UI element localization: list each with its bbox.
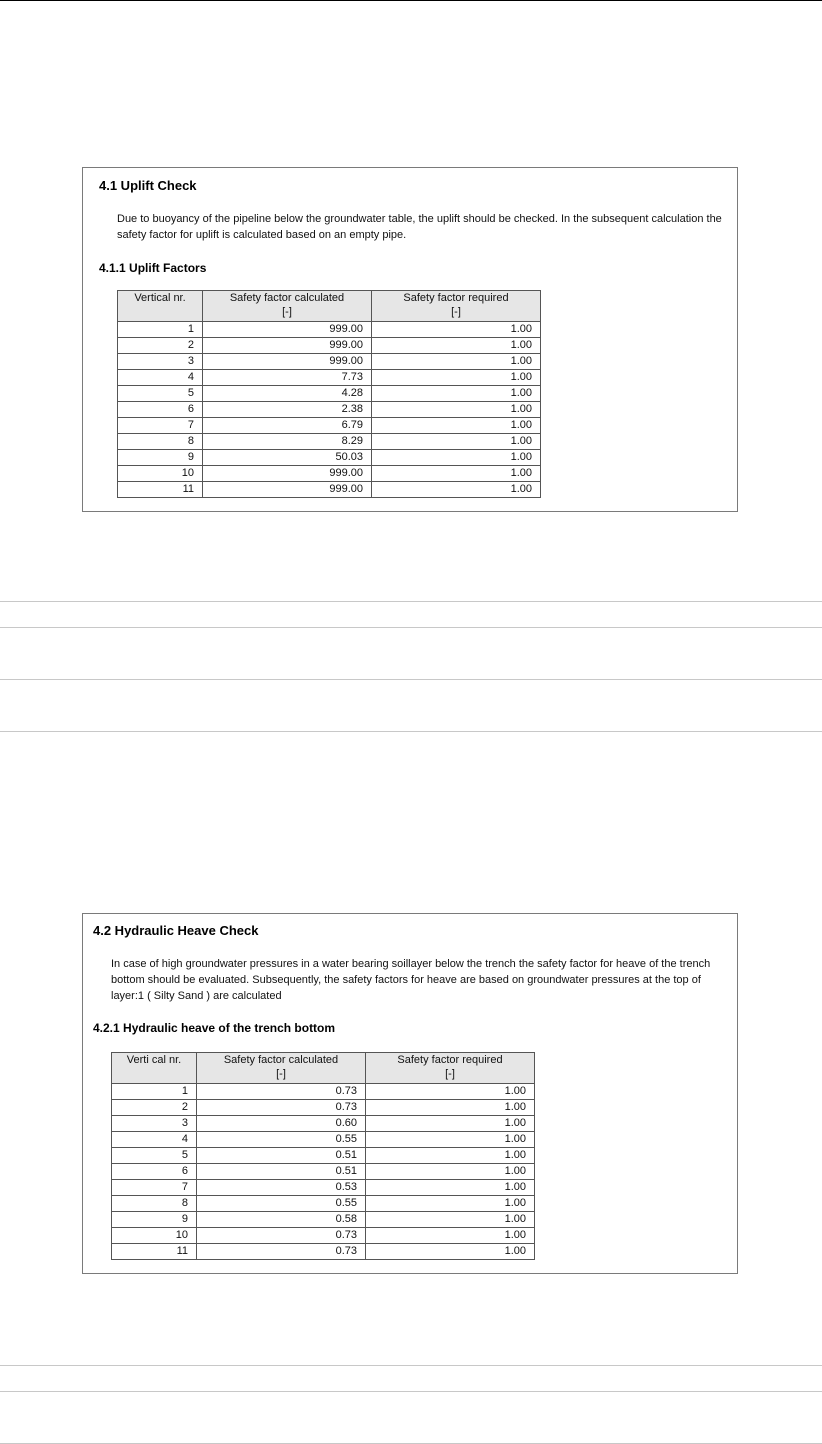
section-title: 4.2 Hydraulic Heave Check [93,923,259,938]
cell-vertical-nr: 2 [118,338,203,354]
cell-vertical-nr: 6 [112,1164,197,1180]
cell-safety-factor-calculated: 0.60 [197,1116,366,1132]
cell-vertical-nr: 1 [118,322,203,338]
cell-vertical-nr: 3 [112,1116,197,1132]
table-row [112,1084,535,1100]
col-header-calculated: Safety factor calculated [-] [197,1053,366,1084]
hydraulic-heave-panel [82,913,738,1274]
cell-vertical-nr: 11 [118,482,203,498]
cell-safety-factor-required: 1.00 [372,418,541,434]
separator-line [0,627,822,628]
col-header-calculated: Safety factor calculated [-] [203,291,372,322]
cell-vertical-nr: 9 [112,1212,197,1228]
cell-safety-factor-calculated: 7.73 [203,370,372,386]
cell-safety-factor-required: 1.00 [372,386,541,402]
section-intro: Due to buoyancy of the pipeline below the groundwater table, the uplift should be checked. In the subsequent calculation the safety factor for uplift is calculated based on an empty pipe. [117,213,722,241]
cell-vertical-nr: 5 [118,386,203,402]
cell-vertical-nr: 11 [112,1244,197,1260]
table-row [118,370,541,386]
col-header-vertical: Verti cal nr. [112,1053,197,1084]
col-header-required: Safety factor required [-] [372,291,541,322]
cell-vertical-nr: 4 [112,1132,197,1148]
cell-safety-factor-required: 1.00 [372,338,541,354]
uplift-factors-table [117,290,541,498]
uplift-check-panel [82,167,738,512]
cell-safety-factor-required: 1.00 [366,1164,535,1180]
separator-line [0,731,822,732]
separator-line [0,1391,822,1392]
cell-safety-factor-calculated: 6.79 [203,418,372,434]
subsection-title: 4.2.1 Hydraulic heave of the trench bottom [93,1021,336,1035]
cell-safety-factor-calculated: 0.58 [197,1212,366,1228]
cell-vertical-nr: 6 [118,402,203,418]
table-header-row [112,1053,535,1084]
subsection-title: 4.1.1 Uplift Factors [99,261,207,275]
table-row [112,1180,535,1196]
cell-safety-factor-required: 1.00 [372,482,541,498]
cell-safety-factor-required: 1.00 [372,450,541,466]
cell-safety-factor-required: 1.00 [372,402,541,418]
table-header-row [118,291,541,322]
cell-safety-factor-required: 1.00 [366,1084,535,1100]
table-row [112,1132,535,1148]
cell-safety-factor-calculated: 0.55 [197,1196,366,1212]
separator-line [0,679,822,680]
cell-safety-factor-calculated: 0.51 [197,1164,366,1180]
cell-vertical-nr: 7 [112,1180,197,1196]
cell-safety-factor-required: 1.00 [366,1180,535,1196]
cell-safety-factor-calculated: 0.53 [197,1180,366,1196]
table-row [118,402,541,418]
cell-safety-factor-calculated: 999.00 [203,466,372,482]
cell-vertical-nr: 5 [112,1148,197,1164]
table-row [112,1148,535,1164]
cell-vertical-nr: 2 [112,1100,197,1116]
cell-safety-factor-calculated: 999.00 [203,354,372,370]
cell-vertical-nr: 9 [118,450,203,466]
cell-safety-factor-calculated: 2.38 [203,402,372,418]
cell-vertical-nr: 10 [118,466,203,482]
cell-safety-factor-calculated: 0.73 [197,1244,366,1260]
cell-safety-factor-calculated: 0.73 [197,1228,366,1244]
table-row [118,450,541,466]
cell-safety-factor-required: 1.00 [372,354,541,370]
section-intro: In case of high groundwater pressures in a water bearing soillayer below the trench the safety factor for heave of the trench bottom should be evaluated. Subsequently, the safety factors for heave are based on groundwater pressures at the top of layer:1 ( Silty Sand ) are calculated [111,958,711,1002]
table-row [118,322,541,338]
page-top-rule [0,0,822,1]
cell-safety-factor-calculated: 0.51 [197,1148,366,1164]
table-row [118,354,541,370]
cell-safety-factor-required: 1.00 [366,1100,535,1116]
cell-safety-factor-calculated: 999.00 [203,482,372,498]
cell-safety-factor-required: 1.00 [366,1228,535,1244]
cell-safety-factor-calculated: 4.28 [203,386,372,402]
table-row [112,1116,535,1132]
cell-safety-factor-required: 1.00 [366,1244,535,1260]
cell-safety-factor-required: 1.00 [372,466,541,482]
table-row [112,1228,535,1244]
col-header-required: Safety factor required [-] [366,1053,535,1084]
cell-vertical-nr: 4 [118,370,203,386]
cell-vertical-nr: 3 [118,354,203,370]
table-row [118,434,541,450]
cell-safety-factor-required: 1.00 [366,1212,535,1228]
cell-vertical-nr: 1 [112,1084,197,1100]
table-row [118,466,541,482]
table-row [112,1164,535,1180]
cell-safety-factor-calculated: 0.73 [197,1084,366,1100]
separator-line [0,601,822,602]
table-row [118,418,541,434]
col-header-vertical: Vertical nr. [118,291,203,322]
table-row [118,482,541,498]
cell-vertical-nr: 8 [118,434,203,450]
table-row [112,1100,535,1116]
cell-safety-factor-required: 1.00 [366,1116,535,1132]
cell-vertical-nr: 10 [112,1228,197,1244]
cell-safety-factor-calculated: 999.00 [203,322,372,338]
cell-safety-factor-required: 1.00 [372,370,541,386]
cell-safety-factor-required: 1.00 [366,1196,535,1212]
table-row [112,1244,535,1260]
cell-safety-factor-calculated: 0.55 [197,1132,366,1148]
cell-safety-factor-calculated: 50.03 [203,450,372,466]
table-row [118,386,541,402]
cell-safety-factor-calculated: 0.73 [197,1100,366,1116]
cell-safety-factor-required: 1.00 [372,322,541,338]
table-row [118,338,541,354]
cell-safety-factor-required: 1.00 [372,434,541,450]
table-row [112,1212,535,1228]
cell-safety-factor-calculated: 999.00 [203,338,372,354]
section-title: 4.1 Uplift Check [99,178,197,193]
cell-safety-factor-calculated: 8.29 [203,434,372,450]
separator-line [0,1365,822,1366]
cell-vertical-nr: 8 [112,1196,197,1212]
cell-safety-factor-required: 1.00 [366,1148,535,1164]
cell-vertical-nr: 7 [118,418,203,434]
table-row [112,1196,535,1212]
cell-safety-factor-required: 1.00 [366,1132,535,1148]
hydraulic-heave-table [111,1052,535,1260]
